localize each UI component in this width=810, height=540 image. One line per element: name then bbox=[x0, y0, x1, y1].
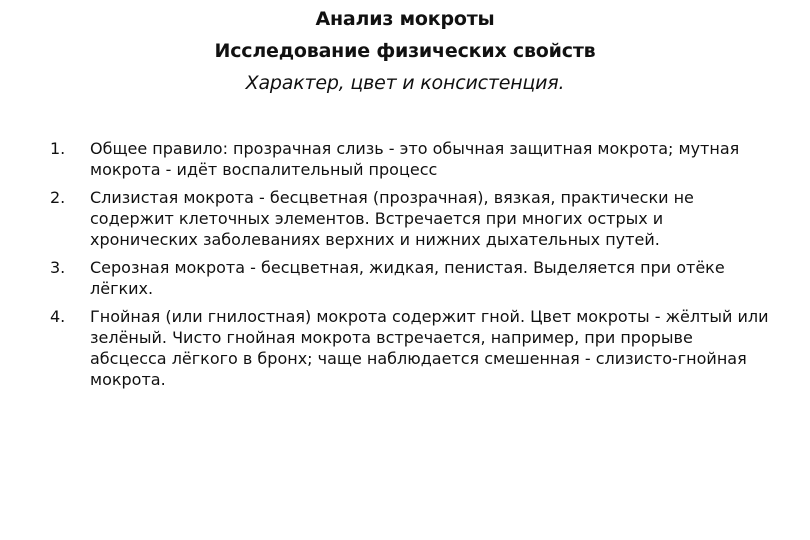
list-item-number: 1. bbox=[50, 139, 66, 158]
list-item-text: Гнойная (или гнилостная) мокрота содержит гной. Цвет мокроты - жёлтый или зелёный. Чисто гнойная мокрота встречается, например, при прорыве абсцесса лёгкого в бронх; чаще наблюдается смешенная - слизисто-гнойная мокрота. bbox=[90, 307, 769, 389]
list-item-text: Слизистая мокрота - бесцветная (прозрачная), вязкая, практически не содержит клеточных элементов. Встречается при многих острых и хронических заболеваниях верхних и нижних дыхательных путей. bbox=[90, 188, 694, 249]
list-item bbox=[50, 257, 770, 299]
list-item bbox=[50, 138, 770, 180]
list-item-text: Общее правило: прозрачная слизь - это обычная защитная мокрота; мутная мокрота - идёт воспалительный процесс bbox=[90, 139, 740, 179]
list-item-number: 3. bbox=[50, 258, 66, 277]
slide-subheading: Характер, цвет и консистенция. bbox=[245, 72, 565, 94]
slide-subtitle: Исследование физических свойств bbox=[214, 40, 596, 62]
list-item bbox=[50, 187, 770, 250]
numbered-list bbox=[50, 138, 770, 397]
title-block bbox=[0, 3, 810, 99]
list-item-text: Серозная мокрота - бесцветная, жидкая, пенистая. Выделяется при отёке лёгких. bbox=[90, 258, 725, 298]
list-item bbox=[50, 306, 770, 390]
list-item-number: 4. bbox=[50, 307, 66, 326]
slide-title: Анализ мокроты bbox=[315, 8, 495, 30]
list-item-number: 2. bbox=[50, 188, 66, 207]
